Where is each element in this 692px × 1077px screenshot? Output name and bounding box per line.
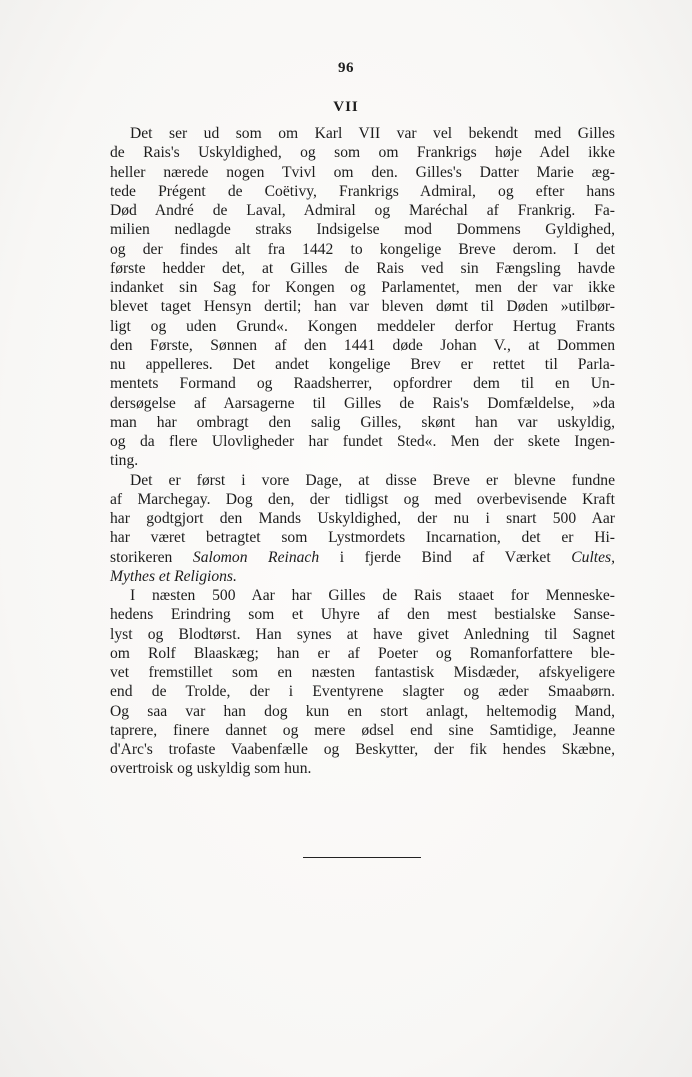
text-line: mentets Formand og Raadsherrer, opfordrer dem til en Un- (110, 375, 615, 393)
text-line (110, 548, 615, 567)
text-line: man har ombragt den salig Gilles, skønt han var uskyldig, (110, 413, 615, 431)
text-line: Død André de Laval, Admiral og Maréchal af Frankrig. Fa- (110, 202, 615, 219)
text-line: milien nedlagde straks Indsigelse mod Dommens Gyldighed, (110, 221, 615, 239)
body-text (110, 124, 615, 779)
text-line: ligt og uden Grund«. Kongen meddeler derfor Hertug Frants (110, 317, 615, 335)
text-line: hedens Erindring som et Uhyre af den mest bestialske Sanse- (110, 606, 615, 624)
text-line: af Marchegay. Dog den, der tidligst og med overbevisende Kraft (110, 490, 615, 508)
text-line: overtroisk og uskyldig som hun. (110, 760, 312, 778)
text-line: lyst og Blodtørst. Han synes at have givet Anledning til Sagnet (110, 625, 615, 643)
text-line: taprere, finere dannet og mere ødsel end sine Samtidige, Jeanne (110, 721, 615, 739)
text-line: om Rolf Blaaskæg; han er af Poeter og Romanforfattere ble- (110, 644, 615, 662)
text-line: de Rais's Uskyldighed, og som om Frankrigs høje Adel ikke (110, 144, 615, 162)
text-line: den Første, Sønnen af den 1441 døde Johan V., at Dommen (110, 336, 615, 354)
text-line: ting. (110, 452, 139, 470)
italic-title: Mythes et Religions. (110, 567, 237, 585)
text-line: nu appelleres. Det andet kongelige Brev er rettet til Parla- (110, 356, 615, 373)
text-line: dersøgelse af Aarsagerne til Gilles de Rais's Domfældelse, »da (110, 394, 615, 412)
text-line: tede Prégent de Coëtivy, Frankrigs Admiral, og efter hans (110, 182, 615, 200)
text-line (110, 567, 615, 586)
text-line: I næsten 500 Aar har Gilles de Rais staaet for Menneske- (130, 587, 615, 604)
text-line: har godtgjort den Mands Uskyldighed, der nu i snart 500 Aar (110, 510, 615, 527)
text-line: heller nærede nogen Tvivl om den. Gilles's Datter Marie æg- (110, 163, 615, 181)
chapter-heading: VII (333, 99, 359, 115)
text-line: Det er først i vore Dage, at disse Breve er blevne fundne (130, 471, 615, 489)
italic-title: Salomon Reinach (192, 548, 320, 566)
text-line: Og saa var han dog kun en stort anlagt, heltemodig Mand, (110, 702, 615, 720)
page-number: 96 (338, 60, 354, 76)
text-fragment: storikeren (110, 548, 173, 566)
text-line: og der findes alt fra 1442 to kongelige Breve derom. I det (110, 240, 615, 258)
end-rule (303, 857, 421, 858)
text-line: Det ser ud som om Karl VII var vel bekendt med Gilles (130, 125, 615, 142)
text-line: første hedder det, at Gilles de Rais ved sin Fængsling havde (110, 259, 615, 277)
text-line: indanket sin Sag for Kongen og Parlamentet, men der var ikke (110, 279, 615, 296)
text-fragment: i fjerde Bind af Værket (339, 548, 551, 566)
text-line: har været betragtet som Lystmordets Incarnation, det er Hi- (110, 529, 615, 547)
text-line: end de Trolde, der i Eventyrene slagter og æder Smaabørn. (110, 683, 615, 701)
text-line: d'Arc's trofaste Vaabenfælle og Beskytter, der fik hendes Skæbne, (110, 741, 615, 758)
italic-title: Cultes, (571, 548, 616, 566)
text-line: blevet taget Hensyn dertil; han var bleven dømt til Døden »utilbør- (110, 298, 615, 316)
text-line: vet fremstillet som en næsten fantastisk Misdæder, afskyeligere (110, 664, 615, 681)
text-line: og da flere Ulovligheder har fundet Sted«. Men der skete Ingen- (110, 433, 615, 450)
